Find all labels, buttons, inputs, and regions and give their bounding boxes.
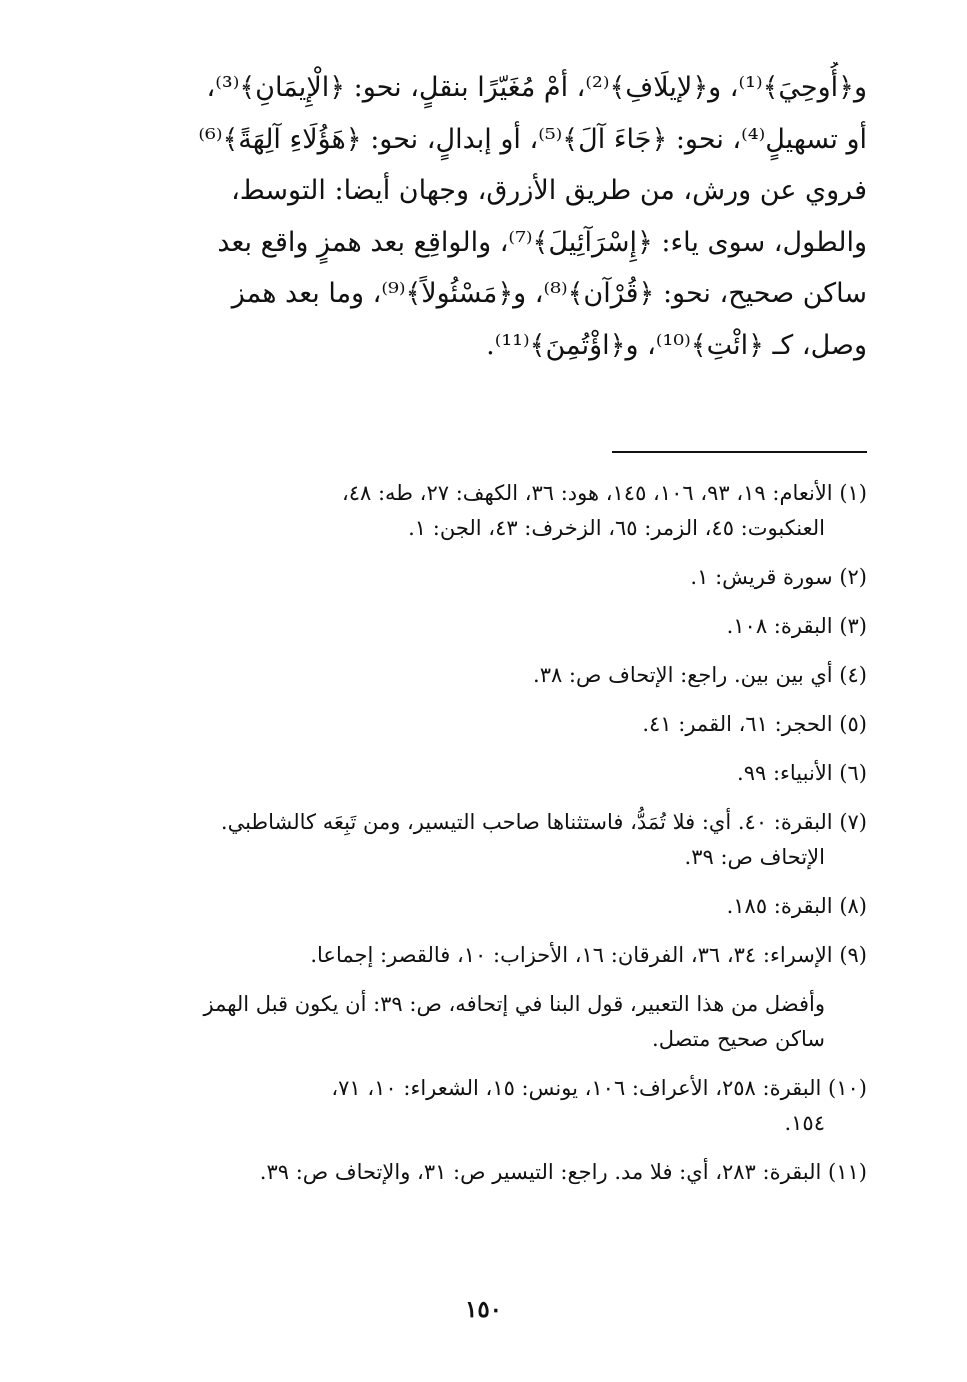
main-text-line: ساكن صحيح، نحو: ﴿قُرْآن﴾⁽⁸⁾، و﴿مَسْئُولاً﴾⁽⁹⁾، وما بعد همز — [231, 278, 867, 309]
footnote — [150, 1071, 867, 1141]
footnote-line: (٩) الإسراء: ٣٤، ٣٦، الفرقان: ١٦، الأحزاب: ١٠، فالقصر: إجماعا. — [310, 943, 867, 967]
footnote-line: (٦) الأنبياء: ٩٩. — [737, 761, 867, 785]
footnote-line: الإتحاف ص: ٣٩. — [684, 845, 825, 869]
footnote-line: (٥) الحجر: ٦١، القمر: ٤١. — [642, 712, 867, 736]
footnote — [150, 560, 867, 595]
page-number: ١٥٠ — [464, 1296, 503, 1323]
footnotes — [150, 476, 867, 1204]
footnote — [150, 756, 867, 791]
footnote — [150, 1155, 867, 1190]
footnote — [150, 805, 867, 875]
main-text-block — [150, 62, 867, 371]
footnote — [150, 707, 867, 742]
footnote — [150, 476, 867, 546]
footnote — [150, 889, 867, 924]
footnote — [150, 938, 867, 973]
footnote-line: (١) الأنعام: ١٩، ٩٣، ١٠٦، ١٤٥، هود: ٣٦، الكهف: ٢٧، طه: ٤٨، — [341, 481, 867, 505]
main-text-line: وصل، كـ ﴿ائْتِ﴾⁽¹⁰⁾، و﴿اؤْتُمِنَ﴾⁽¹¹⁾. — [486, 329, 867, 361]
main-text-line: فروي عن ورش، من طريق الأزرق، وجهان أيضا: التوسط، — [231, 175, 867, 206]
footnote-line: ساكن صحيح متصل. — [652, 1027, 825, 1051]
main-text-line: و﴿أُوحِيَ﴾⁽¹⁾، و﴿لإيلَافِ﴾⁽²⁾، أمْ مُغَيّرًا بنقلٍ، نحو: ﴿الْإِيمَانِ﴾⁽³⁾، — [206, 72, 867, 103]
footnote — [150, 658, 867, 693]
footnote-line: (١٠) البقرة: ٢٥٨، الأعراف: ١٠٦، يونس: ١٥، الشعراء: ١٠، ٧١، — [331, 1076, 867, 1100]
footnote — [150, 609, 867, 644]
footnote-line: (٤) أي بين بين. راجع: الإتحاف ص: ٣٨. — [533, 663, 867, 687]
main-text-line: أو تسهيلٍ⁽⁴⁾، نحو: ﴿جَاءَ آلَ﴾⁽⁵⁾، أو إبدالٍ، نحو: ﴿هَؤُلَاءِ آلِهَةً﴾⁽⁶⁾ — [198, 123, 867, 155]
footnote-line: العنكبوت: ٤٥، الزمر: ٦٥، الزخرف: ٤٣، الجن: ١. — [408, 516, 825, 540]
footnote-line: (٢) سورة قريش: ١. — [690, 565, 867, 589]
footnote-line: وأفضل من هذا التعبير، قول البنا في إتحافه، ص: ٣٩: أن يكون قبل الهمز — [203, 992, 825, 1016]
footnote-line: (٨) البقرة: ١٨٥. — [726, 894, 867, 918]
footnote-line: ١٥٤. — [784, 1111, 825, 1135]
footnote-line: (٧) البقرة: ٤٠. أي: فلا تُمَدُّ، فاستثناها صاحب التيسير، ومن تَبِعَه كالشاطبي. — [220, 810, 867, 834]
footnote-divider — [612, 451, 867, 453]
footnote-line: (١١) البقرة: ٢٨٣، أي: فلا مد. راجع: التيسير ص: ٣١، والإتحاف ص: ٣٩. — [259, 1160, 867, 1184]
main-text-line: والطول، سوى ياء: ﴿إِسْرَآئِيلَ﴾⁽⁷⁾، والواقِع بعد همزٍ واقع بعد — [217, 226, 867, 258]
footnote-line: (٣) البقرة: ١٠٨. — [726, 614, 867, 638]
footnote — [150, 987, 867, 1057]
